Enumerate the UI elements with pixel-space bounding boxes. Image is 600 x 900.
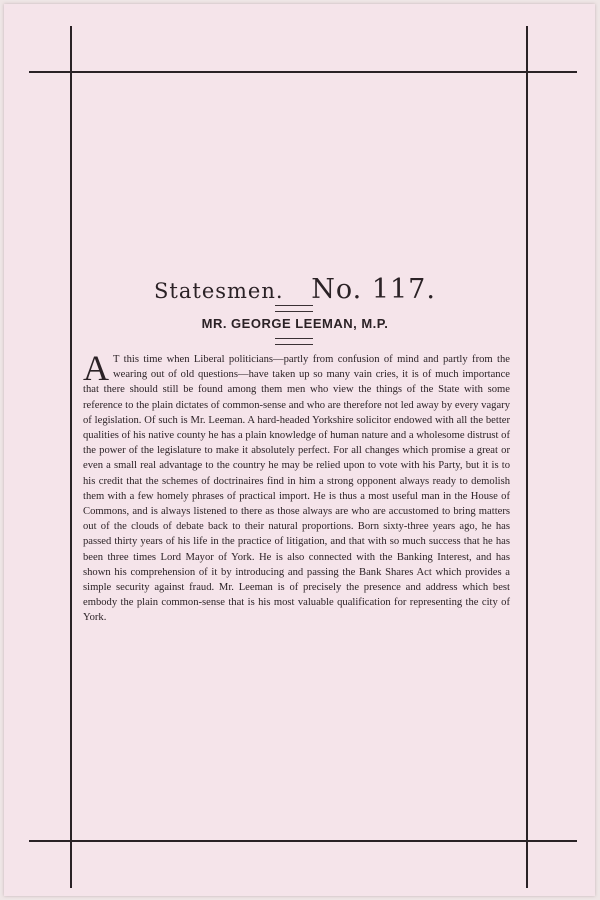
subtitle-separator [275, 338, 313, 345]
border-rule-right [526, 26, 528, 888]
page-title [68, 274, 522, 305]
series-number: No. 117. [311, 274, 436, 305]
series-title: Statesmen. [154, 279, 284, 303]
border-rule-left [70, 26, 72, 888]
article-subtitle: MR. GEORGE LEEMAN, M.P. [201, 316, 389, 331]
article-body [83, 348, 510, 626]
border-rule-bottom [29, 840, 577, 842]
drop-cap: A [83, 348, 109, 388]
title-separator [275, 305, 313, 312]
article-text: T this time when Liberal politicians—partly from confusion of mind and partly from the wearing out of old questions—have taken up so many vain cries, it is of much importance that there should still be found among them men who view the things of the State with some reference to the plain dictates of common-sense and who are therefore not led away by every vagary of legislation. Of such is Mr. Leeman. A hard-headed Yorkshire solicitor endowed with all the better qualities of his native county he has a plain knowledge of human nature and a wholesome distrust of the power of the legislature to make it absolutely perfect. For all changes which promise a great or even a small real advantage to the country he may be relied upon to vote with his Party, but it is to his credit that the schemes of doctrinaires find in him a strong opponent always ready to demolish them with a few homely phrases of practical import. He is thus a most useful man in the House of Commons, and is always listened to there as those always are who are accustomed to bring matters out of the clouds of debate back to their natural proportions. Born sixty-three years ago, he has passed thirty years of his life in the practice of litigation, and that with so much success that he has been three times Lord Mayor of York. He is also connected with the Banking Interest, and has shown his comprehension of it by introducing and passing the Bank Shares Act which provides a simple security against fraud. Mr. Leeman is of precisely the presence and address which best embody the plain common-sense that is his most valuable qualification for representing the city of York. [83, 354, 510, 624]
border-rule-top [29, 71, 577, 73]
